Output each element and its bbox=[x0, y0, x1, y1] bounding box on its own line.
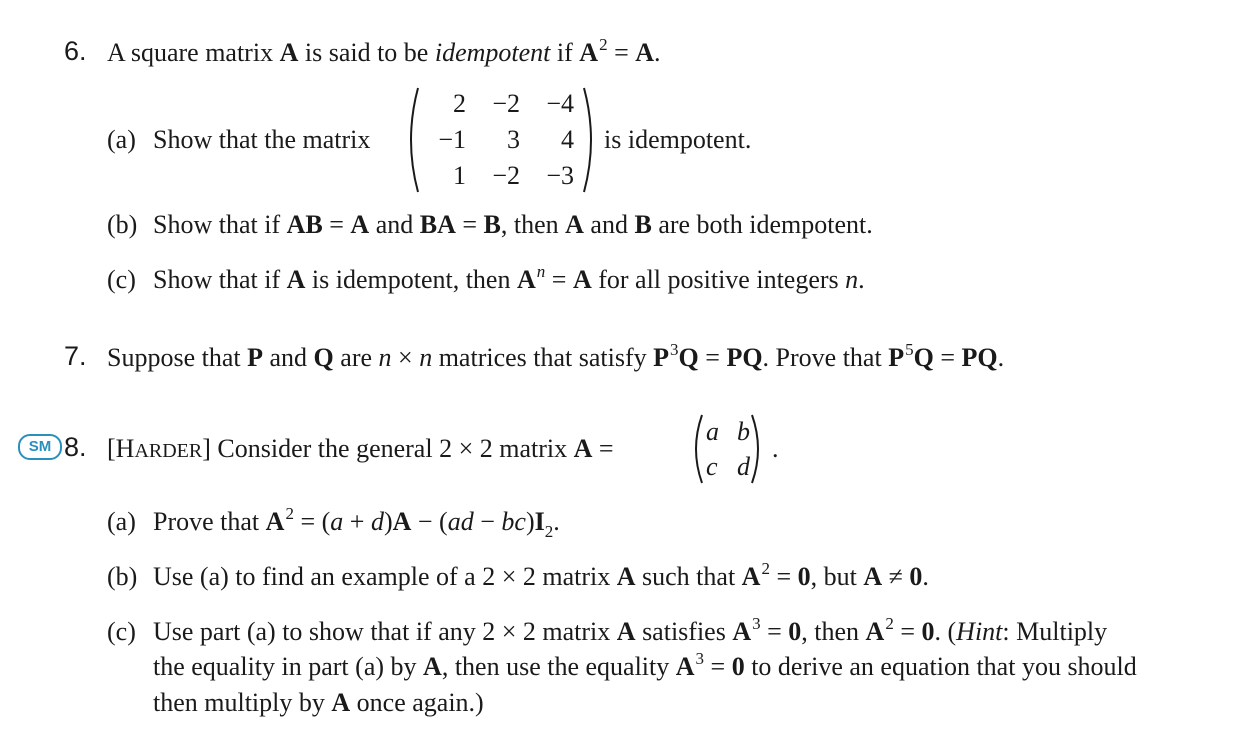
problem-8-end: . bbox=[772, 434, 779, 463]
problem-8-number: 8. bbox=[64, 432, 87, 462]
matrix-cell: 3 bbox=[507, 125, 520, 154]
problem-8c-line1: Use part (a) to show that if any 2 × 2 matrix A satisfies $A^3 = 0$, then $A^2 = 0$. (Hint: Multiply bbox=[153, 614, 1108, 646]
problem-8b-text: Use (a) to find an example of a 2 × 2 matrix A such that $A^2 = 0$, but A ≠ 0. bbox=[153, 559, 929, 591]
problem-6b-label: (b) bbox=[107, 210, 138, 239]
problem-8-statement: [HARDER] Consider the general 2 × 2 matrix A = bbox=[107, 434, 614, 463]
right-paren bbox=[582, 86, 600, 194]
problem-6-number: 6. bbox=[64, 36, 87, 66]
problem-8c-line3: then multiply by A once again.) bbox=[153, 688, 484, 717]
problem-7-number: 7. bbox=[64, 341, 87, 371]
matrix-cell: −1 bbox=[438, 125, 466, 154]
matrix-cell: c bbox=[706, 452, 718, 481]
matrix-cell: −2 bbox=[492, 161, 520, 190]
matrix-cell: −3 bbox=[546, 161, 574, 190]
problem-6a-after: is idempotent. bbox=[604, 125, 752, 154]
problem-8a-label: (a) bbox=[107, 507, 136, 536]
matrix-cell: a bbox=[706, 417, 719, 446]
matrix-cell: −4 bbox=[546, 89, 574, 118]
problem-6-statement: A square matrix A is said to be idempotent if $A^2 = A$. bbox=[107, 35, 661, 67]
matrix-cell: 4 bbox=[561, 125, 574, 154]
matrix-cell: −2 bbox=[492, 89, 520, 118]
problem-6b-text: Show that if AB = A and BA = B, then A and B are both idempotent. bbox=[153, 210, 873, 239]
problem-7-statement: Suppose that P and Q are n × n matrices that satisfy $P^3Q$ = PQ. Prove that $P^5Q$ = PQ. bbox=[107, 340, 1005, 372]
problem-8c-line2: the equality in part (a) by A, then use the equality $A^3 = 0$ to derive an equation that you should bbox=[153, 649, 1137, 681]
problem-8c-label: (c) bbox=[107, 617, 136, 646]
problem-6c-label: (c) bbox=[107, 265, 136, 294]
matrix-3x3 bbox=[402, 86, 602, 194]
problem-6a-label: (a) bbox=[107, 125, 136, 154]
problem-8b-label: (b) bbox=[107, 562, 138, 591]
matrix-cell: b bbox=[737, 417, 750, 446]
matrix-2x2 bbox=[688, 413, 778, 485]
matrix-cell: d bbox=[737, 452, 750, 481]
sm-badge: SM bbox=[18, 434, 62, 460]
problem-8a-text: Prove that $A^2 = (a + d)A - (ad - bc)I_2$. bbox=[153, 504, 560, 541]
matrix-cell: 2 bbox=[453, 89, 466, 118]
problem-6c-text: Show that if A is idempotent, then $A^n = A$ for all positive integers n. bbox=[153, 262, 865, 294]
problem-6a-text: Show that the matrix bbox=[153, 125, 371, 154]
right-paren bbox=[750, 413, 766, 485]
matrix-cell: 1 bbox=[453, 161, 466, 190]
